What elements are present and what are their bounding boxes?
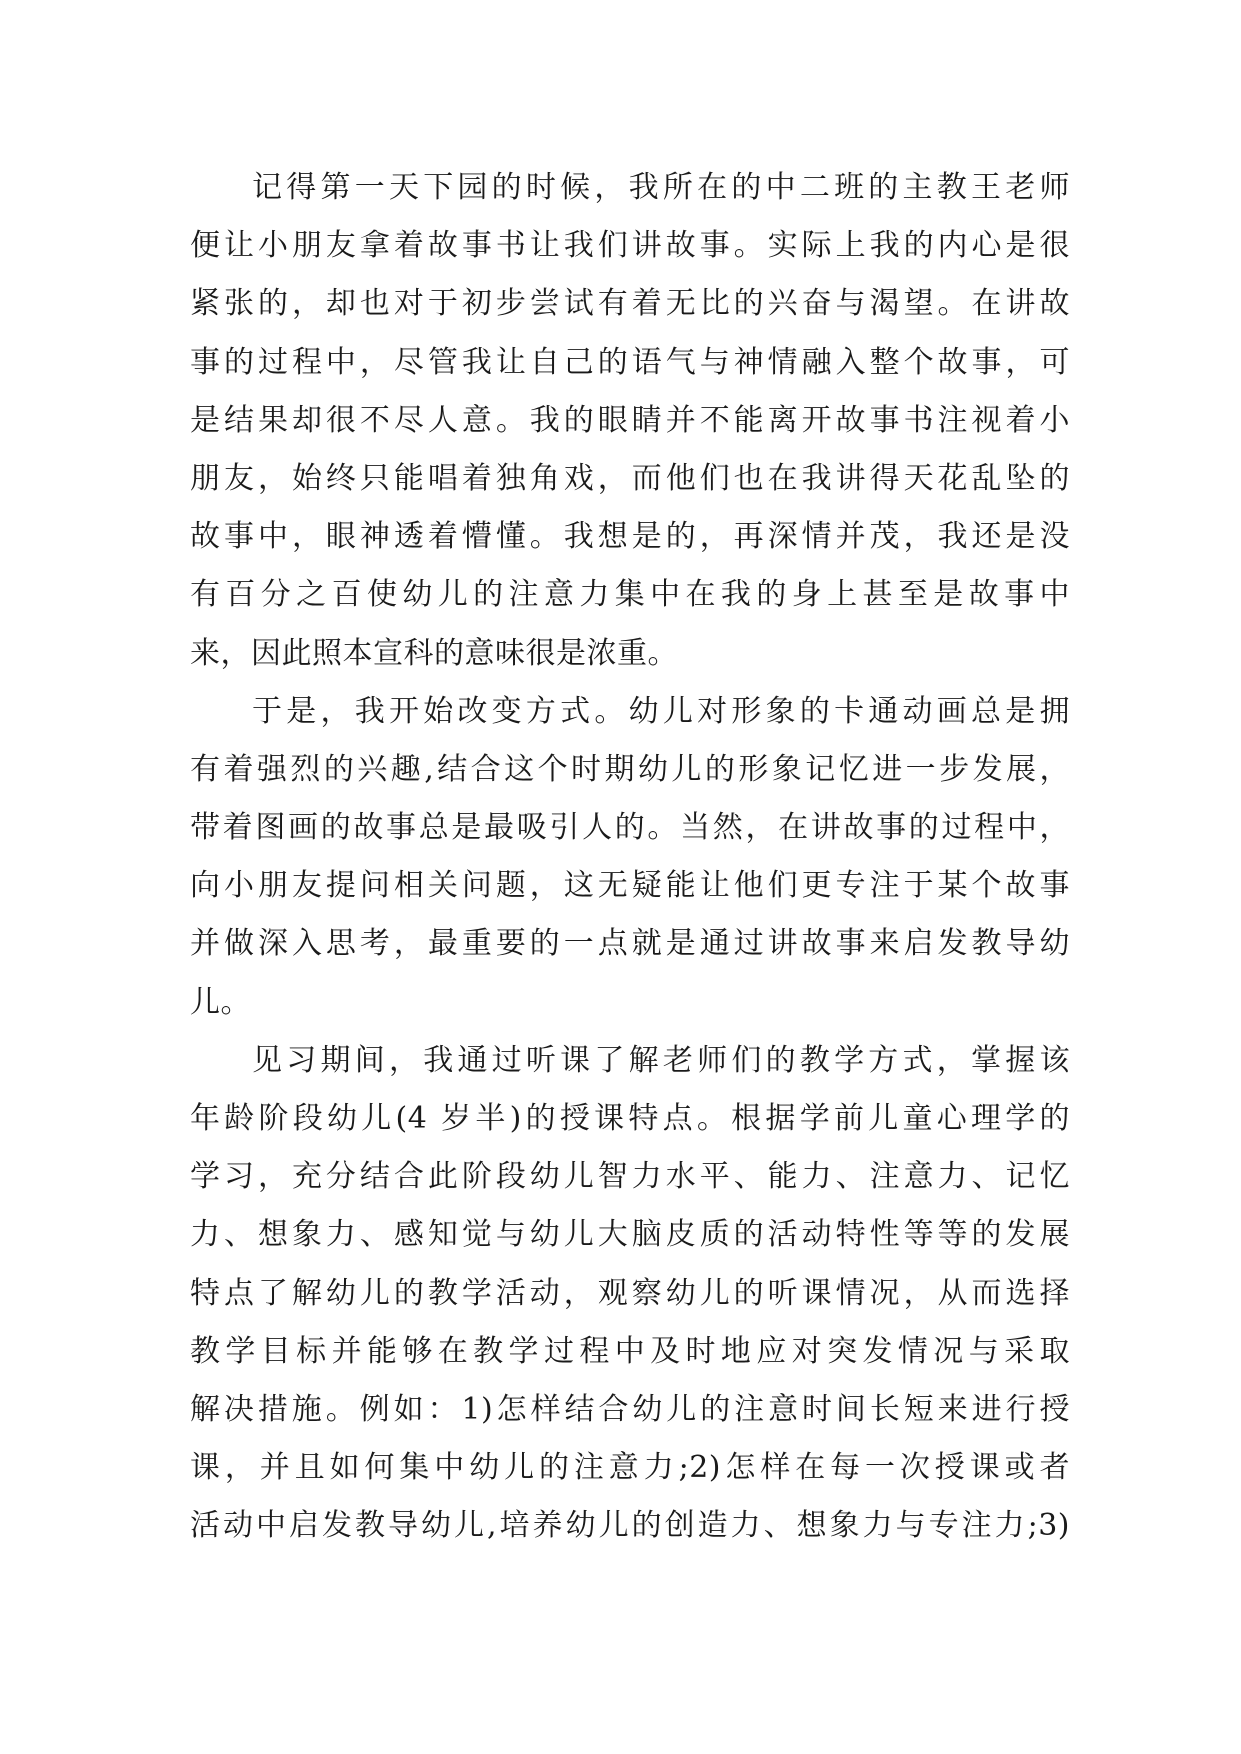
paragraph-1-line-9: 来，因此照本宣科的意味很是浓重。 xyxy=(190,635,678,671)
paragraph-2-line-3: 带着图画的故事总是最吸引人的。当然，在讲故事的过程中， xyxy=(190,810,1070,846)
paragraph-3-line-9: 活动中启发教导幼儿,培养幼儿的创造力、想象力与专注力;3) xyxy=(190,1508,1070,1544)
paragraph-3-line-8: 课，并且如何集中幼儿的注意力;2)怎样在每一次授课或者 xyxy=(190,1450,1070,1486)
paragraph-3-line-6: 教学目标并能够在教学过程中及时地应对突发情况与采取 xyxy=(190,1333,1070,1369)
paragraph-2-line-6: 儿。 xyxy=(190,984,251,1020)
body-text xyxy=(190,159,1070,1556)
paragraph-3-line-5: 特点了解幼儿的教学活动，观察幼儿的听课情况，从而选择 xyxy=(190,1275,1070,1311)
paragraph-3-line-1: 见习期间，我通过听课了解老师们的教学方式，掌握该 xyxy=(252,1042,1070,1078)
paragraph-2-line-1: 于是，我开始改变方式。幼儿对形象的卡通动画总是拥 xyxy=(252,693,1070,729)
paragraph-1-line-7: 故事中，眼神透着懵懂。我想是的，再深情并茂，我还是没 xyxy=(190,519,1070,555)
paragraph-1-line-3: 紧张的，却也对于初步尝试有着无比的兴奋与渴望。在讲故 xyxy=(190,286,1070,322)
paragraph-1-line-1: 记得第一天下园的时候，我所在的中二班的主教王老师 xyxy=(252,170,1070,205)
paragraph-2-line-4: 向小朋友提问相关问题，这无疑能让他们更专注于某个故事 xyxy=(190,868,1070,904)
paragraph-3-line-2: 年龄阶段幼儿(4 岁半)的授课特点。根据学前儿童心理学的 xyxy=(190,1101,1070,1136)
paragraph-2-line-5: 并做深入思考，最重要的一点就是通过讲故事来启发教导幼 xyxy=(190,926,1070,962)
paragraph-3-line-3: 学习，充分结合此阶段幼儿智力水平、能力、注意力、记忆 xyxy=(190,1159,1070,1195)
paragraph-1-line-8: 有百分之百使幼儿的注意力集中在我的身上甚至是故事中 xyxy=(190,577,1070,613)
paragraph-1-line-6: 朋友，始终只能唱着独角戏，而他们也在我讲得天花乱坠的 xyxy=(190,460,1070,496)
paragraph-1-line-5: 是结果却很不尽人意。我的眼睛并不能离开故事书注视着小 xyxy=(190,402,1070,438)
paragraph-1-line-4: 事的过程中，尽管我让自己的语气与神情融入整个故事，可 xyxy=(190,344,1070,380)
paragraph-3-line-7: 解决措施。例如：1)怎样结合幼儿的注意时间长短来进行授 xyxy=(190,1391,1070,1427)
paragraph-3-line-4: 力、想象力、感知觉与幼儿大脑皮质的活动特性等等的发展 xyxy=(190,1217,1070,1253)
paragraph-2-line-2: 有着强烈的兴趣,结合这个时期幼儿的形象记忆进一步发展， xyxy=(190,751,1070,787)
paragraph-1-line-2: 便让小朋友拿着故事书让我们讲故事。实际上我的内心是很 xyxy=(190,228,1070,264)
